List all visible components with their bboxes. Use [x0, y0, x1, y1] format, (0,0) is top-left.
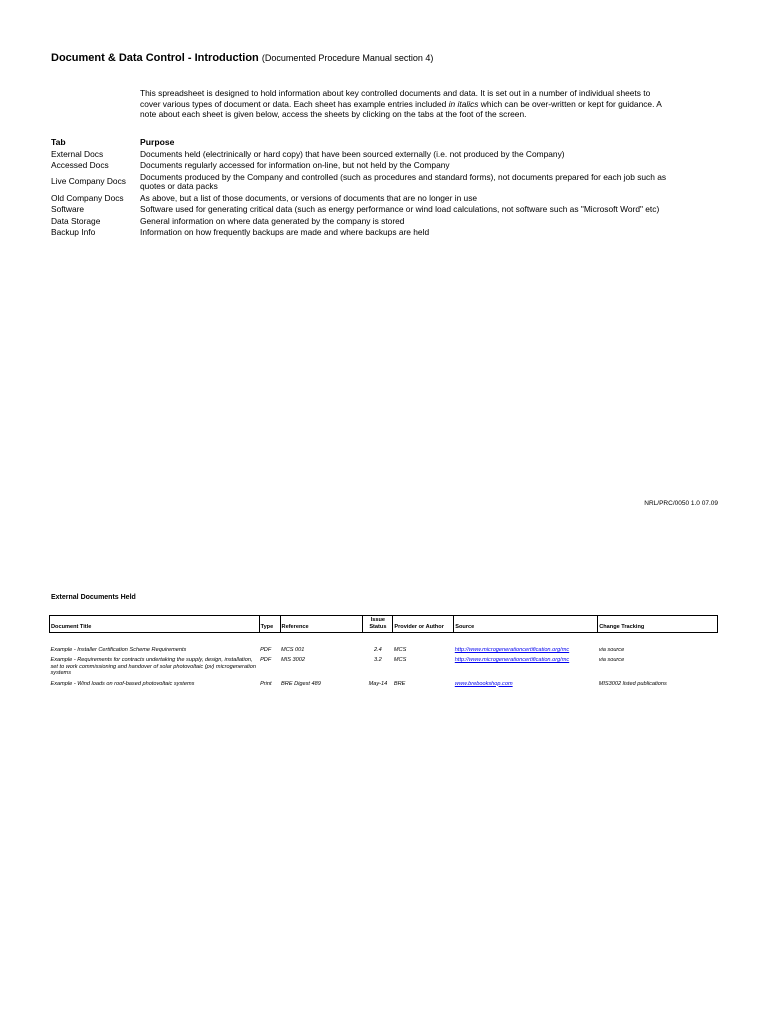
doc-reference-cell: MCS 001	[281, 647, 305, 653]
tab-name: External Docs	[51, 148, 104, 159]
tab-row	[51, 161, 691, 173]
tab-purpose: Documents produced by the Company and controlled (such as procedures and standard forms), not documents prepared for each job such as quotes or data packs	[140, 171, 667, 191]
tab-row	[51, 205, 691, 217]
col-reference: Reference	[280, 616, 363, 633]
external-docs-header-row	[50, 616, 718, 633]
doc-reference-cell: BRE Digest 489	[281, 680, 321, 687]
doc-provider-cell: BRE	[393, 680, 406, 687]
doc-source-cell	[454, 681, 598, 691]
tab-column-header: Tab	[51, 137, 66, 147]
document-reference: NRL/PRC/0050 1.0 07.09	[644, 500, 718, 507]
page-title-main: Document & Data Control - Introduction	[51, 52, 259, 64]
tab-name: Old Company Docs	[51, 192, 124, 203]
col-document-title: Document Title	[50, 616, 260, 633]
tab-purpose: Documents regularly accessed for information on-line, but not held by the Company	[140, 160, 450, 170]
tab-purpose: Information on how frequently backups are made and where backups are held	[140, 227, 430, 237]
tabs-purpose-table	[51, 138, 691, 240]
doc-source-cell	[454, 657, 598, 680]
tab-name: Accessed Docs	[51, 160, 109, 170]
intro-text-after: which can be over-written or kept for guidance. A note about each sheet is given below, access the sheets by clicking on the tabs at the foot of the screen.	[140, 98, 662, 119]
doc-provider-cell: MCS	[393, 647, 407, 653]
doc-type-cell: Print	[260, 680, 272, 687]
table-row	[50, 657, 718, 680]
page-title-subtitle: (Documented Procedure Manual section 4)	[261, 53, 434, 63]
tab-purpose: As above, but a list of those documents, or versions of documents that are no longer in use	[140, 192, 478, 203]
purpose-column-header: Purpose	[140, 137, 175, 147]
doc-tracking-cell: MIS3002 listed publications	[598, 680, 667, 687]
table-row	[50, 647, 718, 657]
source-link[interactable]: http://www.microgenerationcertification.org/mc	[454, 657, 570, 664]
doc-provider-cell: MCS	[393, 657, 407, 664]
table-spacer-row	[50, 633, 718, 648]
col-change-tracking: Change Tracking	[598, 616, 718, 633]
intro-paragraph	[140, 88, 670, 120]
tab-purpose: Software used for generating critical data (such as energy performance or wind load calculations, not software such as "Microsoft Word" etc)	[140, 204, 660, 214]
tab-purpose: Documents held (electrinically or hard copy) that have been sourced externally (i.e. not produced by the Company)	[140, 148, 565, 159]
source-link[interactable]: http://www.microgenerationcertification.org/mc	[454, 647, 570, 653]
table-row	[50, 681, 718, 691]
tabs-table-header	[51, 138, 691, 150]
tab-name: Live Company Docs	[51, 176, 126, 187]
col-provider: Provider or Author	[393, 616, 454, 633]
doc-tracking-cell: via source	[598, 647, 625, 653]
col-type: Type	[259, 616, 280, 633]
tab-name: Software	[51, 204, 85, 214]
doc-title-cell: Example - Installer Certification Scheme Requirements	[50, 647, 187, 653]
tab-row	[51, 228, 691, 240]
page-title	[51, 52, 433, 64]
doc-issue-cell: May-14	[368, 680, 388, 687]
tab-name: Backup Info	[51, 227, 96, 237]
tab-purpose: General information on where data generated by the company is stored	[140, 215, 405, 226]
source-link[interactable]: www.brebookshop.com	[454, 680, 513, 687]
doc-reference-cell: MIS 3002	[281, 657, 305, 664]
doc-title-cell: Example - Wind loads on roof-based photovoltaic systems	[50, 680, 195, 687]
external-docs-table	[49, 615, 718, 691]
tab-name: Data Storage	[51, 215, 101, 226]
doc-title-cell: Example - Requirements for contracts undertaking the supply, design, installation, set to work commissioning and handover of solar photovoltaic (pv) microgeneration systems	[50, 657, 257, 677]
doc-type-cell: PDF	[260, 647, 272, 653]
doc-type-cell: PDF	[260, 657, 272, 664]
doc-tracking-cell: via source	[598, 657, 625, 664]
intro-text-before: This spreadsheet is designed to hold information about key controlled documents and data. It is set out in a number of individual sheets to cover various types of document or data. Each sheet has example entries included	[140, 88, 651, 109]
intro-text-italic: in italics	[448, 98, 479, 109]
doc-source-cell	[454, 647, 598, 657]
external-docs-title: External Documents Held	[51, 594, 136, 601]
tab-row	[51, 173, 691, 194]
col-issue-status: Issue Status	[363, 616, 393, 633]
doc-issue-cell: 2.4	[374, 647, 382, 653]
col-source: Source	[454, 616, 598, 633]
doc-issue-cell: 3.2	[374, 657, 382, 664]
